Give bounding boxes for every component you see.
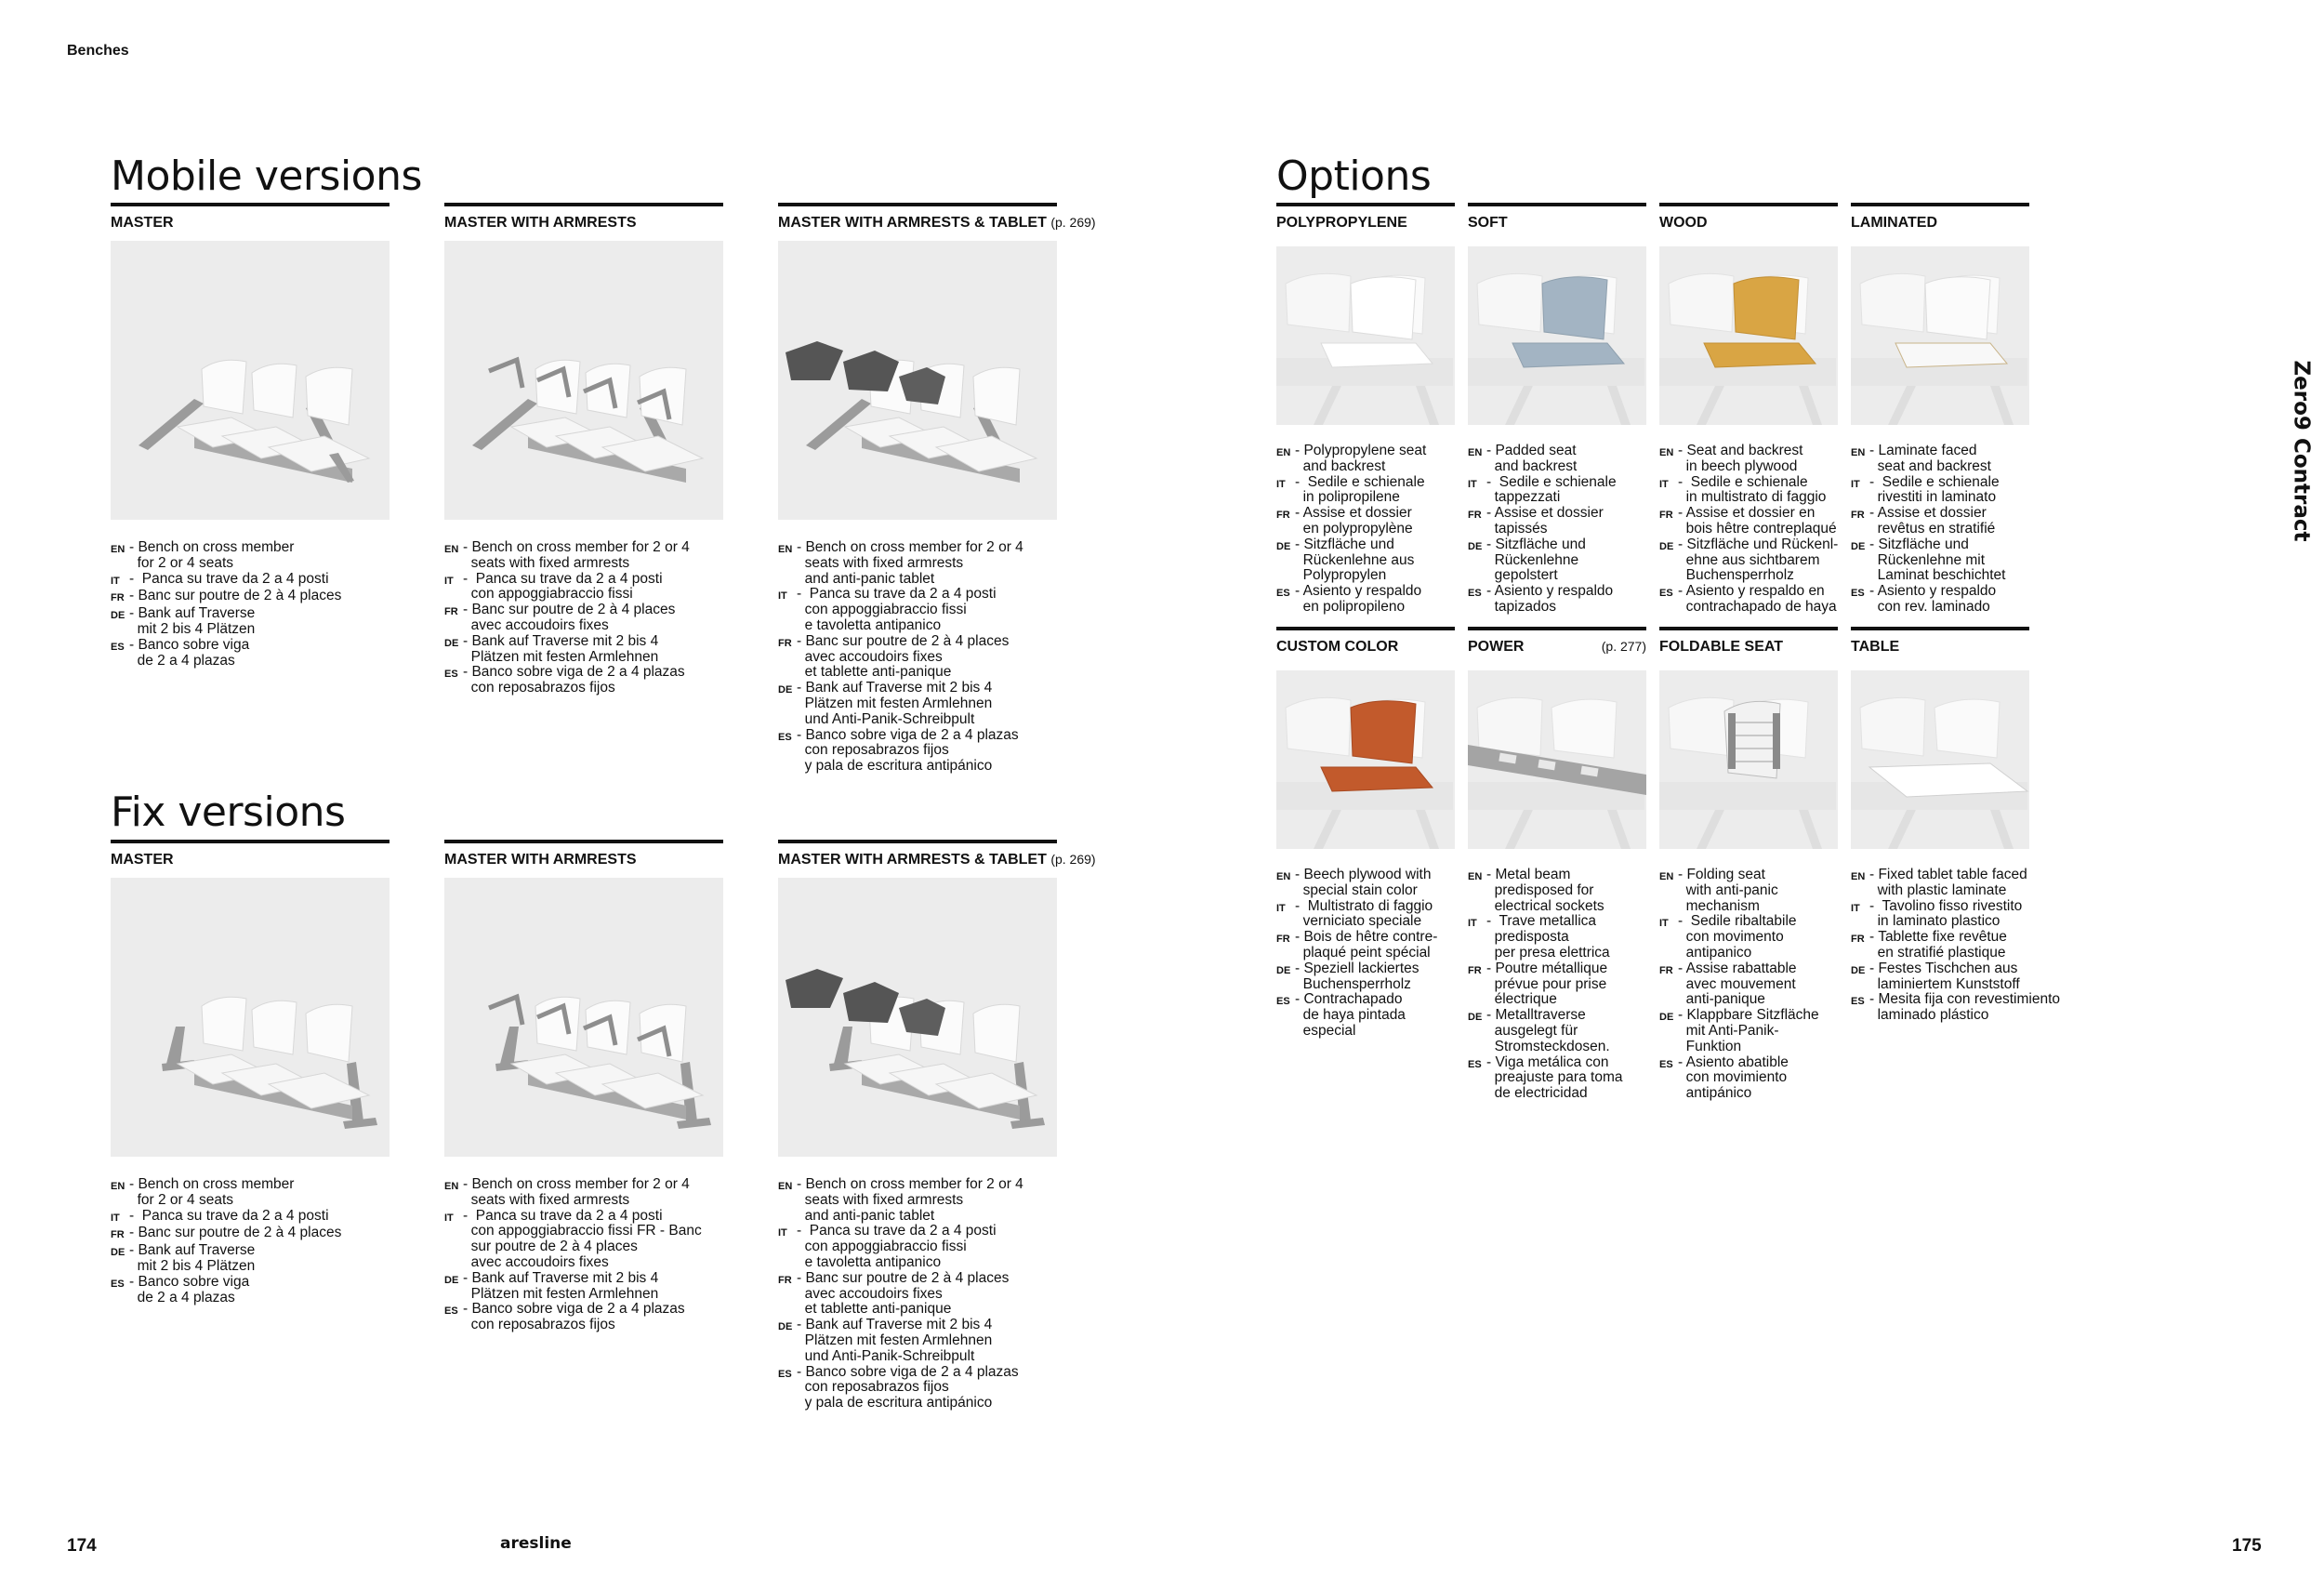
column-label: MASTER WITH ARMRESTS	[444, 852, 637, 868]
option-wood	[1659, 203, 1838, 616]
column-rule	[1468, 627, 1646, 630]
column-label: MASTER WITH ARMRESTS & TABLET (p. 269)	[778, 852, 1096, 868]
page-number-right: 175	[2232, 1536, 2262, 1556]
column-rule	[778, 840, 1057, 843]
description-list: EN - Beech plywood with special stain color IT - Multistrato di faggio verniciato speciale FR - Bois de hêtre contre- plaqué peint spécial DE - Speziell lackiertes Buchensperrholz ES - Contrachapado de haya pintada especial	[1276, 867, 1438, 1039]
option-label: WOOD	[1659, 215, 1708, 231]
column-rule	[444, 203, 723, 206]
description-list: EN - Laminate faced seat and backrest IT - Sedile e schienale rivestiti in laminato FR - Assise et dossier revêtus en stratifié DE - Sitzfläche und Rückenlehne mit Laminat beschichtet ES - Asiento y respaldo con rev. laminado	[1851, 443, 2006, 615]
column-label: MASTER WITH ARMRESTS	[444, 215, 637, 231]
column-rule	[778, 203, 1057, 206]
column-rule	[1276, 203, 1455, 206]
description-list: EN - Bench on cross member for 2 or 4 seats with fixed armrests and anti-panic tablet IT - Panca su trave da 2 a 4 posti con appoggiabraccio fissi e tavoletta antipanico FR - Banc sur poutre de 2 à 4 places avec accoudoirs fixes et tablette anti-panique DE - Bank auf Traverse mit 2 bis 4 Plätzen mit festen Armlehnen und Anti-Panik-Schreibpult ES - Banco sobre viga de 2 a 4 plazas con reposabrazos fijos y pala de escritura antipánico	[778, 1176, 1023, 1411]
option-image	[1276, 246, 1455, 425]
option-label: LAMINATED	[1851, 215, 1938, 231]
option-power	[1468, 627, 1646, 1102]
description-list: EN - Fixed tablet table faced with plastic laminate IT - Tavolino fisso rivestito in laminato plastico FR - Tablette fixe revêtue en stratifié plastique DE - Festes Tischchen aus laminiertem Kunststoff ES - Mesita fija con revestimiento laminado plástico	[1851, 867, 2061, 1024]
bench-image	[778, 878, 1057, 1157]
column-rule	[1659, 203, 1838, 206]
option-table	[1851, 627, 2061, 1024]
fix-master-armrests-tablet-card	[778, 840, 1096, 1411]
option-label: CUSTOM COLOR	[1276, 639, 1399, 655]
bench-image	[111, 241, 390, 520]
column-rule	[1851, 627, 2029, 630]
fix-master-card	[111, 840, 390, 1305]
page-reference: (p. 269)	[1050, 215, 1096, 230]
options-title: Options	[1276, 152, 1432, 200]
option-label: POLYPROPYLENE	[1276, 215, 1407, 231]
column-rule	[1851, 203, 2029, 206]
bench-image	[778, 241, 1057, 520]
option-image	[1851, 670, 2029, 849]
description-list: EN - Bench on cross member for 2 or 4 seats IT - Panca su trave da 2 a 4 posti FR - Banc sur poutre de 2 à 4 places DE - Bank auf Traverse mit 2 bis 4 Plätzen ES - Banco sobre viga de 2 a 4 plazas	[111, 539, 342, 669]
description-list: EN - Bench on cross member for 2 or 4 seats IT - Panca su trave da 2 a 4 posti FR - Banc sur poutre de 2 à 4 places DE - Bank auf Traverse mit 2 bis 4 Plätzen ES - Banco sobre viga de 2 a 4 plazas	[111, 1176, 342, 1305]
description-list: EN - Bench on cross member for 2 or 4 seats with fixed armrests IT - Panca su trave da 2 a 4 posti con appoggiabraccio fissi FR - Banc sur poutre de 2 à 4 places avec accoudoirs fixes DE - Bank auf Traverse mit 2 bis 4 Plätzen mit festen Armlehnen ES - Banco sobre viga de 2 a 4 plazas con reposabrazos fijos	[444, 539, 690, 696]
mobile-master-armrests-card	[444, 203, 723, 696]
option-custom-color	[1276, 627, 1455, 1040]
page-reference: (p. 277)	[1601, 639, 1646, 654]
column-rule	[1276, 627, 1455, 630]
option-soft	[1468, 203, 1646, 616]
description-list: EN - Padded seat and backrest IT - Sedile e schienale tappezzati FR - Assise et dossier tapissés DE - Sitzfläche und Rückenlehne gepolstert ES - Asiento y respaldo tapizados	[1468, 443, 1617, 615]
option-label: POWER (p. 277)	[1468, 639, 1646, 657]
mobile-master-armrests-tablet-card	[778, 203, 1096, 775]
column-rule	[111, 203, 390, 206]
option-image	[1276, 670, 1455, 849]
option-polypropylene	[1276, 203, 1455, 616]
fix-versions-title: Fix versions	[111, 788, 346, 836]
mobile-versions-title: Mobile versions	[111, 152, 422, 200]
description-list: EN - Polypropylene seat and backrest IT - Sedile e schienale in polipropilene FR - Assise et dossier en polypropylène DE - Sitzfläche und Rückenlehne aus Polypropylen ES - Asiento y respaldo en polipropileno	[1276, 443, 1427, 615]
description-list: EN - Metal beam predisposed for electrical sockets IT - Trave metallica predisposta per presa elettrica FR - Poutre métallique prévue pour prise électrique DE - Metalltraverse ausgelegt für Stromsteckdosen. ES - Viga metálica con preajuste para toma de electricidad	[1468, 867, 1623, 1102]
option-image	[1468, 670, 1646, 849]
brand-logo: aresline	[500, 1534, 572, 1553]
option-foldable-seat	[1659, 627, 1838, 1102]
option-label: FOLDABLE SEAT	[1659, 639, 1784, 655]
page-reference: (p. 269)	[1050, 852, 1096, 867]
description-list: EN - Bench on cross member for 2 or 4 seats with fixed armrests IT - Panca su trave da 2 a 4 posti con appoggiabraccio fissi FR - Banc sur poutre de 2 à 4 places avec accoudoirs fixes DE - Bank auf Traverse mit 2 bis 4 Plätzen mit festen Armlehnen ES - Banco sobre viga de 2 a 4 plazas con reposabrazos fijos	[444, 1176, 702, 1333]
fix-master-armrests-card	[444, 840, 723, 1333]
description-list: EN - Folding seat with anti-panic mechanism IT - Sedile ribaltabile con movimento antipanico FR - Assise rabattable avec mouvement anti-panique DE - Klappbare Sitzfläche mit Anti-Panik- Funktion ES - Asiento abatible con movimiento antipánico	[1659, 867, 1819, 1102]
bench-image	[111, 878, 390, 1157]
column-rule	[444, 840, 723, 843]
option-image	[1468, 246, 1646, 425]
column-label: MASTER	[111, 852, 174, 868]
column-rule	[111, 840, 390, 843]
bench-image	[444, 878, 723, 1157]
option-image	[1659, 670, 1838, 849]
brand-spine: Zero9 Contract	[2289, 360, 2314, 542]
option-image	[1659, 246, 1838, 425]
option-label: TABLE	[1851, 639, 1900, 655]
description-list: EN - Bench on cross member for 2 or 4 seats with fixed armrests and anti-panic tablet IT - Panca su trave da 2 a 4 posti con appoggiabraccio fissi e tavoletta antipanico FR - Banc sur poutre de 2 à 4 places avec accoudoirs fixes et tablette anti-panique DE - Bank auf Traverse mit 2 bis 4 Plätzen mit festen Armlehnen und Anti-Panik-Schreibpult ES - Banco sobre viga de 2 a 4 plazas con reposabrazos fijos y pala de escritura antipánico	[778, 539, 1023, 775]
mobile-master-card	[111, 203, 390, 669]
bench-image	[444, 241, 723, 520]
option-laminated	[1851, 203, 2029, 616]
column-rule	[1659, 627, 1838, 630]
page-number-left: 174	[67, 1536, 97, 1556]
column-rule	[1468, 203, 1646, 206]
option-label: SOFT	[1468, 215, 1508, 231]
column-label: MASTER	[111, 215, 174, 231]
description-list: EN - Seat and backrest in beech plywood IT - Sedile e schienale in multistrato di faggio FR - Assise et dossier en bois hêtre contreplaqué DE - Sitzfläche und Rückenl- ehne aus sichtbarem Buchensperrholz ES - Asiento y respaldo en contrachapado de haya	[1659, 443, 1839, 615]
column-label: MASTER WITH ARMRESTS & TABLET (p. 269)	[778, 215, 1096, 231]
section-header: Benches	[67, 43, 129, 59]
option-image	[1851, 246, 2029, 425]
